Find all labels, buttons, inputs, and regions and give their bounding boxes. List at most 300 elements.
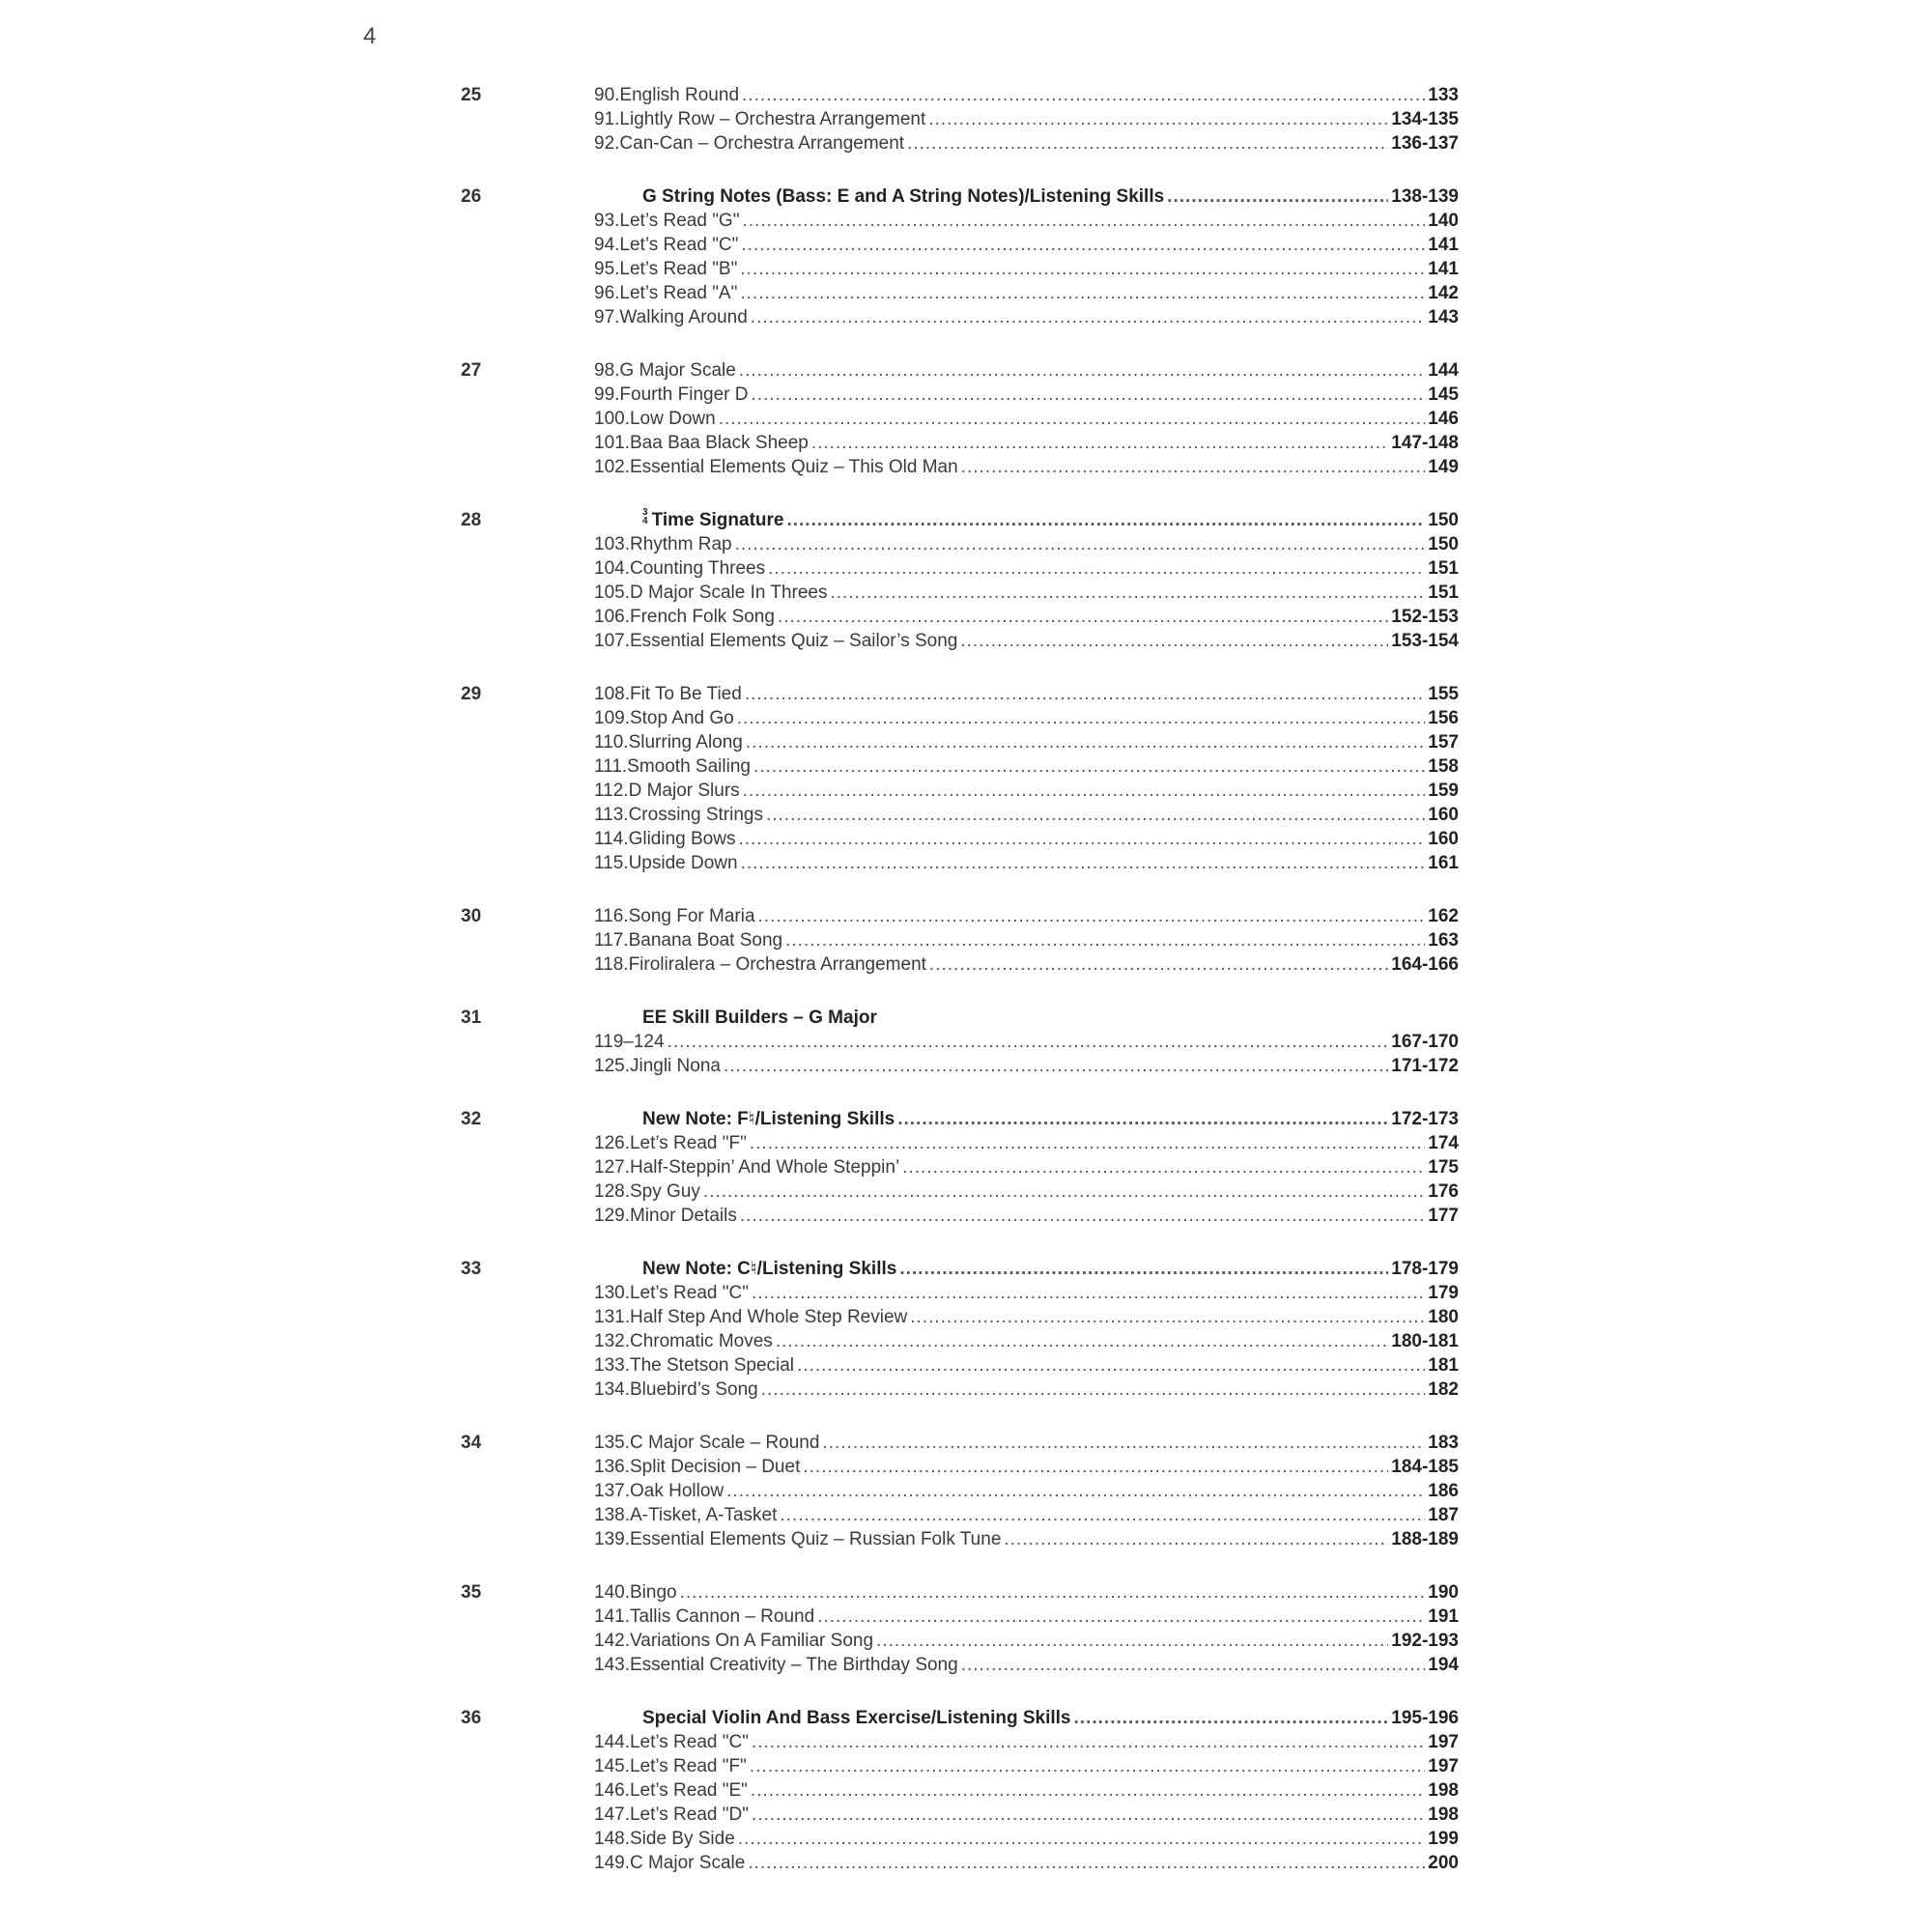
entry-page: 180 bbox=[1428, 1307, 1459, 1327]
dot-leader bbox=[745, 682, 1425, 706]
heading-title: 3 4 Time Signature bbox=[642, 507, 784, 530]
entry-number: 95. bbox=[594, 259, 620, 279]
dot-leader bbox=[740, 1204, 1425, 1228]
entry-page: 145 bbox=[1428, 384, 1459, 405]
toc-entry[interactable] bbox=[594, 1503, 1459, 1527]
dot-leader bbox=[902, 1155, 1425, 1179]
section-heading bbox=[642, 1706, 1459, 1730]
dot-leader bbox=[907, 131, 1388, 156]
entry-title: Half Step And Whole Step Review bbox=[629, 1307, 908, 1327]
entry-number: 126. bbox=[594, 1133, 630, 1153]
entry-number: 146. bbox=[594, 1780, 630, 1801]
section-number: 32 bbox=[461, 1109, 482, 1129]
section-number: 28 bbox=[461, 510, 482, 530]
dot-leader bbox=[735, 532, 1426, 556]
toc-entry[interactable] bbox=[594, 1179, 1459, 1204]
toc-entry[interactable] bbox=[594, 928, 1459, 952]
entry-page: 167-170 bbox=[1391, 1032, 1459, 1052]
entry-title: Essential Elements Quiz – This Old Man bbox=[629, 457, 958, 477]
toc-entry[interactable] bbox=[594, 1455, 1459, 1479]
dot-leader bbox=[876, 1629, 1388, 1653]
entry-page: 181 bbox=[1428, 1355, 1459, 1376]
entry-number: 102. bbox=[594, 457, 630, 477]
dot-leader bbox=[1167, 185, 1388, 209]
toc-entry[interactable] bbox=[594, 1204, 1459, 1228]
dot-leader bbox=[751, 383, 1425, 407]
entry-page: 141 bbox=[1428, 235, 1459, 255]
entry-page: 160 bbox=[1428, 829, 1459, 849]
toc-entry[interactable] bbox=[594, 682, 1459, 706]
entry-number: 117. bbox=[594, 930, 629, 951]
entry-page: 171-172 bbox=[1391, 1056, 1459, 1076]
dot-leader bbox=[929, 952, 1388, 977]
entry-number: 97. bbox=[594, 307, 620, 327]
entry-number: 141. bbox=[594, 1606, 630, 1627]
entry-title: Let’s Read "F" bbox=[629, 1756, 747, 1776]
entry-title: Gliding Bows bbox=[628, 829, 736, 849]
section-heading bbox=[642, 1107, 1459, 1131]
toc-section-26 bbox=[461, 185, 1459, 329]
dot-leader bbox=[1004, 1527, 1388, 1551]
toc-entry[interactable] bbox=[594, 209, 1459, 233]
entry-number: 144. bbox=[594, 1732, 630, 1752]
dot-leader bbox=[719, 407, 1426, 431]
entry-title: Variations On A Familiar Song bbox=[629, 1631, 874, 1651]
dot-leader bbox=[1074, 1706, 1389, 1730]
entry-number: 110. bbox=[594, 732, 629, 753]
dot-leader bbox=[748, 1851, 1425, 1875]
entry-title: Counting Threes bbox=[629, 558, 766, 579]
entry-title: Minor Details bbox=[629, 1206, 737, 1226]
entry-number: 100. bbox=[594, 409, 630, 429]
entry-title: Fit To Be Tied bbox=[629, 684, 742, 704]
toc-entry[interactable] bbox=[594, 1479, 1459, 1503]
dot-leader bbox=[742, 209, 1425, 233]
entry-number: 113. bbox=[594, 805, 629, 825]
entry-title: Let’s Read "C" bbox=[629, 1732, 749, 1752]
dot-leader bbox=[910, 1305, 1425, 1329]
entry-number: 136. bbox=[594, 1457, 630, 1477]
entry-number: 106. bbox=[594, 607, 630, 627]
entry-page: 177 bbox=[1428, 1206, 1459, 1226]
toc-entry[interactable] bbox=[594, 779, 1459, 803]
entry-title: Tallis Cannon – Round bbox=[629, 1606, 815, 1627]
entry-page: 186 bbox=[1428, 1481, 1459, 1501]
toc-section-30 bbox=[461, 904, 1459, 977]
toc-entry[interactable] bbox=[594, 305, 1459, 329]
entry-number: 111. bbox=[594, 756, 628, 777]
section-number: 29 bbox=[461, 684, 482, 704]
entry-page: 188-189 bbox=[1391, 1529, 1459, 1549]
heading-page: 178-179 bbox=[1391, 1259, 1459, 1279]
entry-page: 183 bbox=[1428, 1433, 1459, 1453]
toc-entry[interactable] bbox=[594, 431, 1459, 455]
dot-leader bbox=[797, 1353, 1425, 1378]
entry-number: 142. bbox=[594, 1631, 630, 1651]
entry-page: 140 bbox=[1428, 211, 1459, 231]
dot-leader bbox=[751, 305, 1426, 329]
heading-title: G String Notes (Bass: E and A String Notes)/Listening Skills bbox=[642, 186, 1165, 207]
entry-title: 119–124 bbox=[594, 1032, 665, 1052]
entry-page: 198 bbox=[1428, 1780, 1459, 1801]
toc-section-27 bbox=[461, 358, 1459, 479]
dot-leader bbox=[741, 851, 1426, 875]
toc-entry[interactable] bbox=[594, 83, 1459, 107]
time-signature-top: 3 bbox=[642, 507, 648, 518]
heading-page: 150 bbox=[1428, 510, 1459, 530]
entry-number: 90. bbox=[594, 85, 620, 105]
dot-leader bbox=[726, 1479, 1425, 1503]
dot-leader bbox=[822, 1431, 1425, 1455]
entry-title: Bingo bbox=[629, 1582, 677, 1603]
dot-leader bbox=[741, 233, 1425, 257]
dot-leader bbox=[742, 83, 1425, 107]
entry-page: 192-193 bbox=[1391, 1631, 1459, 1651]
dot-leader bbox=[668, 1030, 1389, 1054]
toc-entry[interactable] bbox=[594, 1305, 1459, 1329]
section-number: 35 bbox=[461, 1582, 482, 1603]
entry-page: 151 bbox=[1428, 582, 1459, 603]
heading-page: 172-173 bbox=[1391, 1109, 1459, 1129]
toc-entry[interactable] bbox=[594, 1778, 1459, 1803]
entry-number: 91. bbox=[594, 109, 620, 129]
entry-page: 163 bbox=[1428, 930, 1459, 951]
dot-leader bbox=[752, 1730, 1425, 1754]
toc-section-25 bbox=[461, 83, 1459, 156]
toc-entry[interactable] bbox=[594, 455, 1459, 479]
toc-entry[interactable] bbox=[594, 532, 1459, 556]
toc-entry[interactable] bbox=[594, 1629, 1459, 1653]
section-heading bbox=[642, 1006, 1459, 1030]
dot-leader bbox=[803, 1455, 1388, 1479]
entry-number: 112. bbox=[594, 781, 629, 801]
entry-number: 116. bbox=[594, 906, 629, 926]
section-number: 26 bbox=[461, 186, 482, 207]
dot-leader bbox=[780, 1503, 1425, 1527]
dot-leader bbox=[737, 706, 1426, 730]
entry-number: 137. bbox=[594, 1481, 630, 1501]
toc-entry[interactable] bbox=[594, 1329, 1459, 1353]
entry-number: 131. bbox=[594, 1307, 630, 1327]
entry-page: 182 bbox=[1428, 1379, 1459, 1400]
entry-page: 176 bbox=[1428, 1181, 1459, 1202]
section-heading bbox=[642, 1257, 1459, 1281]
entry-title: Crossing Strings bbox=[628, 805, 763, 825]
toc-entry[interactable] bbox=[594, 556, 1459, 581]
toc-section-29 bbox=[461, 682, 1459, 875]
toc-entry[interactable] bbox=[594, 1353, 1459, 1378]
entry-number: 129. bbox=[594, 1206, 630, 1226]
toc-entry[interactable] bbox=[594, 904, 1459, 928]
dot-leader bbox=[928, 107, 1388, 131]
dot-leader bbox=[751, 1778, 1425, 1803]
toc-entry[interactable] bbox=[594, 1030, 1459, 1054]
toc-entry[interactable] bbox=[594, 952, 1459, 977]
dot-leader bbox=[740, 281, 1425, 305]
dot-leader bbox=[899, 1257, 1388, 1281]
time-signature-bottom: 4 bbox=[642, 516, 648, 526]
entry-number: 140. bbox=[594, 1582, 630, 1603]
entry-page: 142 bbox=[1428, 283, 1459, 303]
entry-title: Smooth Sailing bbox=[627, 756, 751, 777]
dot-leader bbox=[778, 605, 1388, 629]
toc-section-32 bbox=[461, 1107, 1459, 1228]
toc-entry[interactable] bbox=[594, 803, 1459, 827]
toc-entry[interactable] bbox=[594, 1281, 1459, 1305]
dot-leader bbox=[752, 1281, 1425, 1305]
entry-title: D Major Scale In Threes bbox=[629, 582, 828, 603]
entry-page: 143 bbox=[1428, 307, 1459, 327]
entry-number: 118. bbox=[594, 954, 629, 975]
section-heading bbox=[642, 185, 1459, 209]
entry-title: Let’s Read "B" bbox=[619, 259, 738, 279]
section-number: 33 bbox=[461, 1259, 482, 1279]
toc-section-36 bbox=[461, 1706, 1459, 1875]
dot-leader bbox=[768, 556, 1425, 581]
heading-page: 138-139 bbox=[1391, 186, 1459, 207]
entry-title: C Major Scale bbox=[629, 1853, 746, 1873]
entry-number: 128. bbox=[594, 1181, 630, 1202]
dot-leader bbox=[746, 730, 1425, 754]
dot-leader bbox=[750, 1754, 1425, 1778]
entry-page: 199 bbox=[1428, 1829, 1459, 1849]
entry-number: 93. bbox=[594, 211, 620, 231]
toc-entry[interactable] bbox=[594, 827, 1459, 851]
dot-leader bbox=[785, 928, 1425, 952]
toc-entry[interactable] bbox=[594, 629, 1459, 653]
entry-page: 160 bbox=[1428, 805, 1459, 825]
toc-entry[interactable] bbox=[594, 1378, 1459, 1402]
entry-page: 180-181 bbox=[1391, 1331, 1459, 1351]
entry-page: 161 bbox=[1428, 853, 1459, 873]
entry-page: 190 bbox=[1428, 1582, 1459, 1603]
entry-title: Bluebird’s Song bbox=[629, 1379, 758, 1400]
entry-number: 107. bbox=[594, 631, 630, 651]
toc-entry[interactable] bbox=[594, 1054, 1459, 1078]
entry-page: 187 bbox=[1428, 1505, 1459, 1525]
entry-page: 150 bbox=[1428, 534, 1459, 554]
section-number: 36 bbox=[461, 1708, 482, 1728]
entry-title: Side By Side bbox=[629, 1829, 735, 1849]
page-number: 4 bbox=[363, 23, 377, 49]
entry-title: Half-Steppin’ And Whole Steppin’ bbox=[629, 1157, 900, 1178]
section-number: 25 bbox=[461, 85, 482, 105]
dot-leader bbox=[758, 904, 1426, 928]
entry-title: Low Down bbox=[629, 409, 716, 429]
entry-number: 103. bbox=[594, 534, 630, 554]
toc-section-31 bbox=[461, 1006, 1459, 1078]
entry-title: Essential Elements Quiz – Russian Folk Tune bbox=[629, 1529, 1002, 1549]
entry-number: 94. bbox=[594, 235, 620, 255]
entry-page: 141 bbox=[1428, 259, 1459, 279]
toc-entry[interactable] bbox=[594, 281, 1459, 305]
entry-number: 109. bbox=[594, 708, 630, 728]
entry-number: 130. bbox=[594, 1283, 630, 1303]
entry-number: 92. bbox=[594, 133, 620, 154]
dot-leader bbox=[766, 803, 1425, 827]
entry-page: 156 bbox=[1428, 708, 1459, 728]
toc-entry[interactable] bbox=[594, 730, 1459, 754]
toc-entry[interactable] bbox=[594, 1527, 1459, 1551]
dot-leader bbox=[724, 1054, 1388, 1078]
toc-entry[interactable] bbox=[594, 1131, 1459, 1155]
time-signature-icon bbox=[642, 508, 648, 526]
entry-number: 143. bbox=[594, 1655, 630, 1675]
table-of-contents bbox=[461, 83, 1459, 1904]
dot-leader bbox=[680, 1580, 1426, 1605]
toc-entry[interactable] bbox=[594, 233, 1459, 257]
entry-title: Let’s Read "D" bbox=[629, 1804, 749, 1825]
entry-title: Can-Can – Orchestra Arrangement bbox=[619, 133, 905, 154]
entry-title: Oak Hollow bbox=[629, 1481, 724, 1501]
toc-entry[interactable] bbox=[594, 851, 1459, 875]
entry-page: 134-135 bbox=[1391, 109, 1459, 129]
entry-page: 191 bbox=[1428, 1606, 1459, 1627]
toc-entry[interactable] bbox=[594, 1580, 1459, 1605]
section-number: 30 bbox=[461, 906, 482, 926]
entry-number: 139. bbox=[594, 1529, 630, 1549]
entry-number: 138. bbox=[594, 1505, 630, 1525]
dot-leader bbox=[961, 1653, 1426, 1677]
dot-leader bbox=[739, 358, 1426, 383]
dot-leader bbox=[752, 1803, 1425, 1827]
entry-title: Let’s Read "F" bbox=[629, 1133, 747, 1153]
dot-leader bbox=[738, 827, 1425, 851]
toc-entry[interactable] bbox=[594, 1803, 1459, 1827]
heading-title: EE Skill Builders – G Major bbox=[642, 1008, 877, 1028]
entry-number: 149. bbox=[594, 1853, 630, 1873]
entry-number: 134. bbox=[594, 1379, 630, 1400]
dot-leader bbox=[831, 581, 1426, 605]
entry-title: Firoliralera – Orchestra Arrangement bbox=[628, 954, 926, 975]
entry-number: 105. bbox=[594, 582, 630, 603]
toc-entry[interactable] bbox=[594, 383, 1459, 407]
section-number: 31 bbox=[461, 1008, 482, 1028]
dot-leader bbox=[776, 1329, 1388, 1353]
entry-title: Let’s Read "G" bbox=[619, 211, 740, 231]
dot-leader bbox=[961, 455, 1426, 479]
entry-page: 174 bbox=[1428, 1133, 1459, 1153]
dot-leader bbox=[738, 1827, 1426, 1851]
entry-page: 162 bbox=[1428, 906, 1459, 926]
entry-page: 157 bbox=[1428, 732, 1459, 753]
entry-title: A-Tisket, A-Tasket bbox=[629, 1505, 778, 1525]
entry-page: 179 bbox=[1428, 1283, 1459, 1303]
entry-page: 144 bbox=[1428, 360, 1459, 381]
entry-title: Baa Baa Black Sheep bbox=[629, 433, 809, 453]
entry-page: 198 bbox=[1428, 1804, 1459, 1825]
entry-title: The Stetson Special bbox=[629, 1355, 795, 1376]
entry-title: English Round bbox=[619, 85, 740, 105]
entry-number: 147. bbox=[594, 1804, 630, 1825]
toc-entry[interactable] bbox=[594, 257, 1459, 281]
toc-entry[interactable] bbox=[594, 1605, 1459, 1629]
dot-leader bbox=[960, 629, 1388, 653]
entry-title: C Major Scale – Round bbox=[629, 1433, 820, 1453]
entry-number: 145. bbox=[594, 1756, 630, 1776]
heading-title: New Note: C♮/Listening Skills bbox=[642, 1259, 897, 1279]
entry-title: Upside Down bbox=[628, 853, 738, 873]
toc-entry[interactable] bbox=[594, 581, 1459, 605]
entry-number: 115. bbox=[594, 853, 629, 873]
entry-page: 146 bbox=[1428, 409, 1459, 429]
toc-entry[interactable] bbox=[594, 605, 1459, 629]
toc-entry[interactable] bbox=[594, 754, 1459, 779]
dot-leader bbox=[897, 1107, 1388, 1131]
entry-title: Let’s Read "C" bbox=[629, 1283, 749, 1303]
toc-entry[interactable] bbox=[594, 1730, 1459, 1754]
entry-page: 155 bbox=[1428, 684, 1459, 704]
entry-title: Essential Elements Quiz – Sailor’s Song bbox=[629, 631, 958, 651]
entry-title: Jingli Nona bbox=[629, 1056, 721, 1076]
entry-number: 98. bbox=[594, 360, 620, 381]
toc-entry[interactable] bbox=[594, 1155, 1459, 1179]
dot-leader bbox=[786, 508, 1425, 532]
toc-entry[interactable] bbox=[594, 358, 1459, 383]
entry-page: 158 bbox=[1428, 756, 1459, 777]
entry-number: 99. bbox=[594, 384, 620, 405]
entry-title: Banana Boat Song bbox=[628, 930, 783, 951]
dot-leader bbox=[811, 431, 1388, 455]
toc-section-35 bbox=[461, 1580, 1459, 1677]
entry-title: French Folk Song bbox=[629, 607, 775, 627]
entry-page: 152-153 bbox=[1391, 607, 1459, 627]
entry-number: 127. bbox=[594, 1157, 630, 1178]
entry-number: 104. bbox=[594, 558, 630, 579]
section-heading bbox=[642, 508, 1459, 532]
toc-section-33 bbox=[461, 1257, 1459, 1402]
section-number: 34 bbox=[461, 1433, 482, 1453]
entry-title: Stop And Go bbox=[629, 708, 734, 728]
toc-entry[interactable] bbox=[594, 1754, 1459, 1778]
dot-leader bbox=[750, 1131, 1425, 1155]
entry-page: 197 bbox=[1428, 1732, 1459, 1752]
heading-title: Special Violin And Bass Exercise/Listening Skills bbox=[642, 1708, 1071, 1728]
entry-title: Split Decision – Duet bbox=[629, 1457, 801, 1477]
toc-entry[interactable] bbox=[594, 1827, 1459, 1851]
toc-section-28 bbox=[461, 507, 1459, 653]
entry-page: 153-154 bbox=[1391, 631, 1459, 651]
dot-leader bbox=[743, 779, 1426, 803]
entry-title: Essential Creativity – The Birthday Song bbox=[629, 1655, 958, 1675]
entry-page: 184-185 bbox=[1391, 1457, 1459, 1477]
heading-title: New Note: F♮/Listening Skills bbox=[642, 1109, 895, 1129]
entry-title: Slurring Along bbox=[628, 732, 743, 753]
entry-page: 133 bbox=[1428, 85, 1459, 105]
toc-entry[interactable] bbox=[594, 1851, 1459, 1875]
entry-page: 197 bbox=[1428, 1756, 1459, 1776]
entry-page: 151 bbox=[1428, 558, 1459, 579]
entry-number: 132. bbox=[594, 1331, 630, 1351]
entry-number: 108. bbox=[594, 684, 630, 704]
toc-entry[interactable] bbox=[594, 1653, 1459, 1677]
toc-entry[interactable] bbox=[594, 107, 1459, 131]
dot-leader bbox=[761, 1378, 1426, 1402]
entry-title: Chromatic Moves bbox=[629, 1331, 773, 1351]
toc-entry[interactable] bbox=[594, 131, 1459, 156]
entry-number: 125. bbox=[594, 1056, 630, 1076]
toc-entry[interactable] bbox=[594, 407, 1459, 431]
toc-entry[interactable] bbox=[594, 1431, 1459, 1455]
heading-page: 195-196 bbox=[1391, 1708, 1459, 1728]
entry-number: 96. bbox=[594, 283, 620, 303]
dot-leader bbox=[703, 1179, 1425, 1204]
entry-page: 136-137 bbox=[1391, 133, 1459, 154]
entry-page: 149 bbox=[1428, 457, 1459, 477]
entry-title: Walking Around bbox=[619, 307, 748, 327]
entry-page: 147-148 bbox=[1391, 433, 1459, 453]
toc-entry[interactable] bbox=[594, 706, 1459, 730]
